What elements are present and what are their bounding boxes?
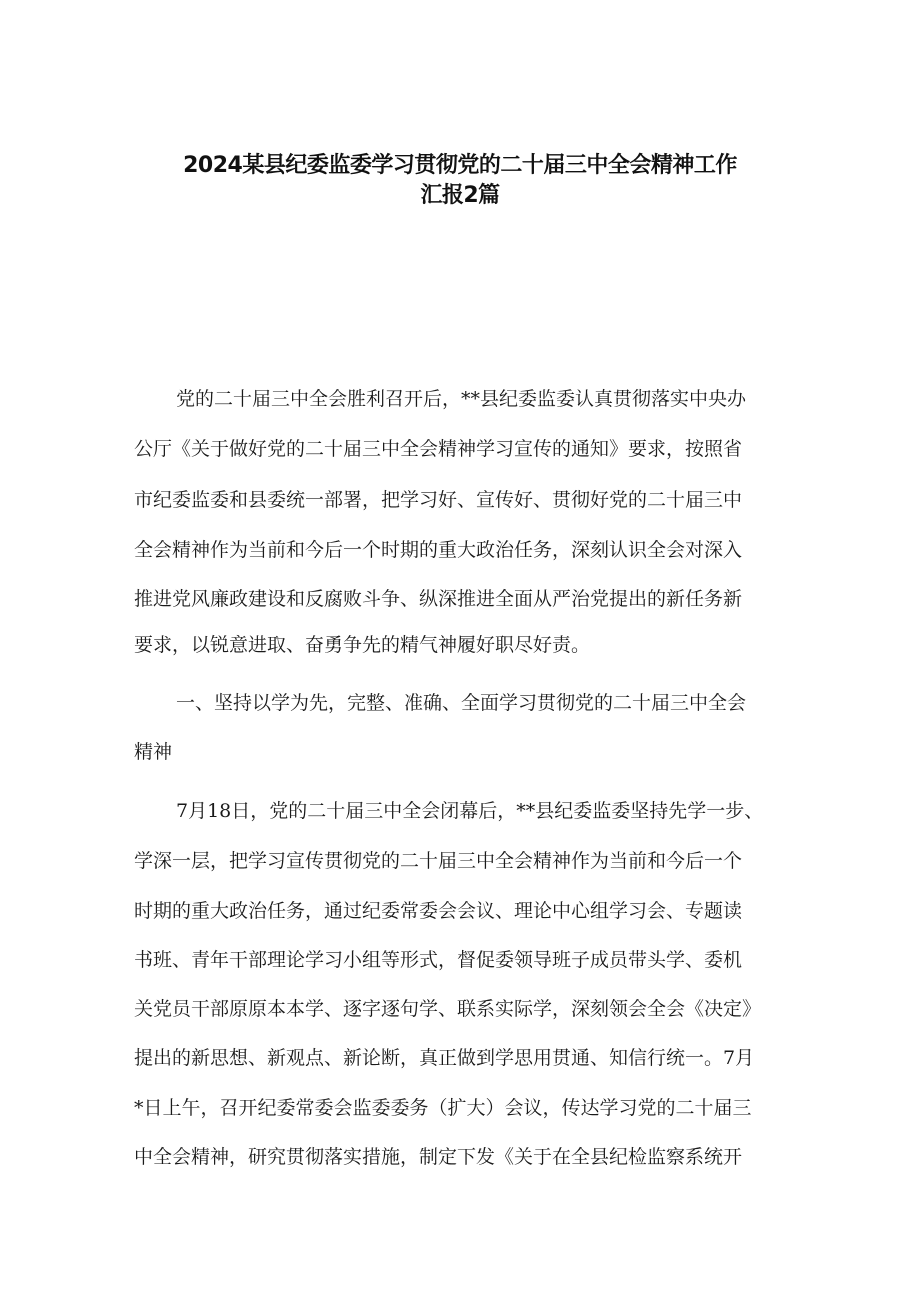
paragraph-1-line-6: 要求，以锐意进取、奋勇争先的精气神履好职尽好责。	[134, 634, 591, 656]
paragraph-2-line-6: 提出的新思想、新观点、新论断，真正做到学思用贯通、知信行统一。7月	[134, 1047, 755, 1069]
paragraph-1-line-3: 市纪委监委和县委统一部署，把学习好、宣传好、贯彻好党的二十届三中	[134, 489, 743, 511]
paragraph-2-line-1: 7月18日，党的二十届三中全会闭幕后，**县纪委监委坚持先学一步、	[176, 800, 764, 822]
paragraph-2-line-7: *日上午，召开纪委常委会监委委务（扩大）会议，传达学习党的二十届三	[134, 1097, 752, 1119]
paragraph-2-line-8: 中全会精神，研究贯彻落实措施，制定下发《关于在全县纪检监察系统开	[134, 1146, 743, 1168]
paragraph-1-line-5: 推进党风廉政建设和反腐败斗争、纵深推进全面从严治党提出的新任务新	[134, 588, 743, 610]
section-heading-line-1: 一、坚持以学为先，完整、准确、全面学习贯彻党的二十届三中全会	[176, 692, 747, 714]
paragraph-2-line-2: 学深一层，把学习宣传贯彻党的二十届三中全会精神作为当前和今后一个	[134, 850, 743, 872]
paragraph-1-line-1: 党的二十届三中全会胜利召开后，**县纪委监委认真贯彻落实中央办	[176, 388, 747, 410]
paragraph-1-line-2: 公厅《关于做好党的二十届三中全会精神学习宣传的通知》要求，按照省	[134, 438, 743, 460]
document-title-line-1: 2024某县纪委监委学习贯彻党的二十届三中全会精神工作	[183, 153, 737, 178]
paragraph-1-line-4: 全会精神作为当前和今后一个时期的重大政治任务，深刻认识全会对深入	[134, 539, 743, 561]
paragraph-2-line-4: 书班、青年干部理论学习小组等形式，督促委领导班子成员带头学、委机	[134, 949, 743, 971]
section-heading-line-2: 精神	[134, 741, 173, 763]
paragraph-2-line-5: 关党员干部原原本本学、逐字逐句学、联系实际学，深刻领会全会《决定》	[134, 998, 762, 1020]
paragraph-2-line-3: 时期的重大政治任务，通过纪委常委会会议、理论中心组学习会、专题读	[134, 900, 743, 922]
document-title-line-2: 汇报2篇	[420, 183, 500, 208]
